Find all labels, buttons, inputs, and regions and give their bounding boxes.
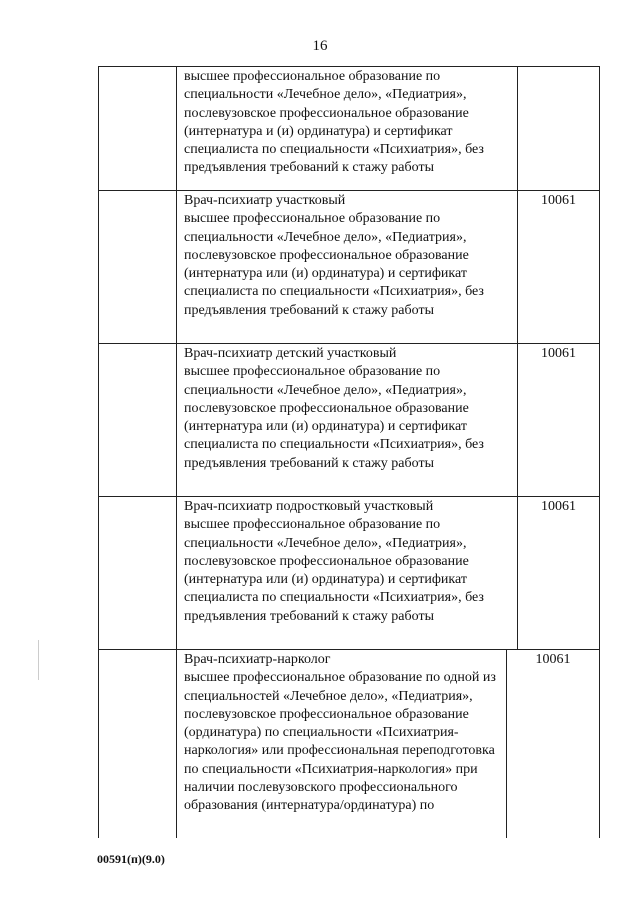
requirement-line: (ординатура) по специальности «Психиатрия- [184, 725, 459, 741]
requirements-cell [177, 67, 518, 190]
empty-cell [99, 67, 177, 190]
position-title: Врач-психиатр подростковый участковый [184, 499, 434, 514]
requirement-line: высшее профессиональное образование по [184, 517, 441, 533]
requirement-line: (интернатура и (и) ординатура) и сертификат [184, 123, 453, 139]
empty-cell [99, 191, 177, 343]
requirement-line: послевузовское профессиональное образование [184, 105, 469, 121]
requirement-line: послевузовское профессиональное образование [184, 400, 469, 416]
requirement-line: специальности «Лечебное дело», «Педиатрия», [184, 535, 467, 551]
requirement-line: специальности «Лечебное дело», «Педиатрия», [184, 87, 467, 103]
requirement-line: высшее профессиональное образование по [184, 69, 441, 84]
code-cell [518, 67, 599, 190]
empty-cell [99, 650, 177, 838]
requirement-line: специальностей «Лечебное дело», «Педиатрия», [184, 688, 473, 704]
requirement-line: послевузовское профессиональное образование [184, 706, 469, 722]
table-row [99, 497, 599, 650]
requirements-cell [177, 191, 518, 343]
code-cell: 10061 [541, 499, 576, 514]
requirement-line: наличии послевузовского профессионального [184, 780, 458, 796]
table-row [99, 650, 599, 838]
requirement-line: предъявления требований к стажу работы [184, 455, 434, 471]
code-cell: 10061 [541, 193, 576, 208]
position-title: Врач-психиатр детский участковый [184, 346, 397, 361]
requirement-line: высшее профессиональное образование по одной из [184, 670, 496, 686]
requirement-line: высшее профессиональное образование по [184, 364, 441, 380]
requirement-line: послевузовское профессиональное образование [184, 553, 469, 569]
scan-artifact [38, 640, 39, 680]
requirement-line: по специальности «Психиатрия-наркология» при [184, 761, 478, 777]
table-row [99, 67, 599, 191]
requirement-line: специалиста по специальности «Психиатрия», без [184, 590, 484, 606]
requirements-cell [177, 344, 518, 496]
empty-cell [99, 497, 177, 649]
requirement-line: специалиста по специальности «Психиатрия», без [184, 437, 484, 453]
requirement-line: специальности «Лечебное дело», «Педиатрия», [184, 229, 467, 245]
requirement-line: высшее профессиональное образование по [184, 211, 441, 227]
requirement-line: специалиста по специальности «Психиатрия», без [184, 284, 484, 300]
requirement-line: (интернатура или (и) ординатура) и сертификат [184, 572, 467, 588]
requirements-cell [177, 650, 507, 838]
position-title: Врач-психиатр участковый [184, 193, 346, 208]
requirement-line: специалиста по специальности «Психиатрия», без [184, 142, 484, 158]
empty-cell [99, 344, 177, 496]
requirement-line: предъявления требований к стажу работы [184, 302, 434, 318]
requirement-line: наркология» или профессиональная переподготовка [184, 743, 495, 759]
requirement-line: (интернатура или (и) ординатура) и сертификат [184, 419, 467, 435]
requirement-line: образования (интернатура/ординатура) по [184, 798, 435, 814]
code-cell: 10061 [541, 346, 576, 361]
requirements-cell [177, 497, 518, 649]
position-title: Врач-психиатр-нарколог [184, 652, 331, 667]
table-row [99, 191, 599, 344]
requirement-line: (интернатура или (и) ординатура) и сертификат [184, 266, 467, 282]
qualification-table [98, 66, 600, 838]
requirement-line: послевузовское профессиональное образование [184, 247, 469, 263]
requirement-line: специальности «Лечебное дело», «Педиатрия», [184, 382, 467, 398]
requirement-line: предъявления требований к стажу работы [184, 608, 434, 624]
table-row [99, 344, 599, 497]
page-number: 16 [312, 38, 328, 54]
code-cell: 10061 [535, 652, 571, 667]
requirement-line: предъявления требований к стажу работы [184, 160, 434, 176]
document-code: 00591(п)(9.0) [97, 852, 165, 866]
